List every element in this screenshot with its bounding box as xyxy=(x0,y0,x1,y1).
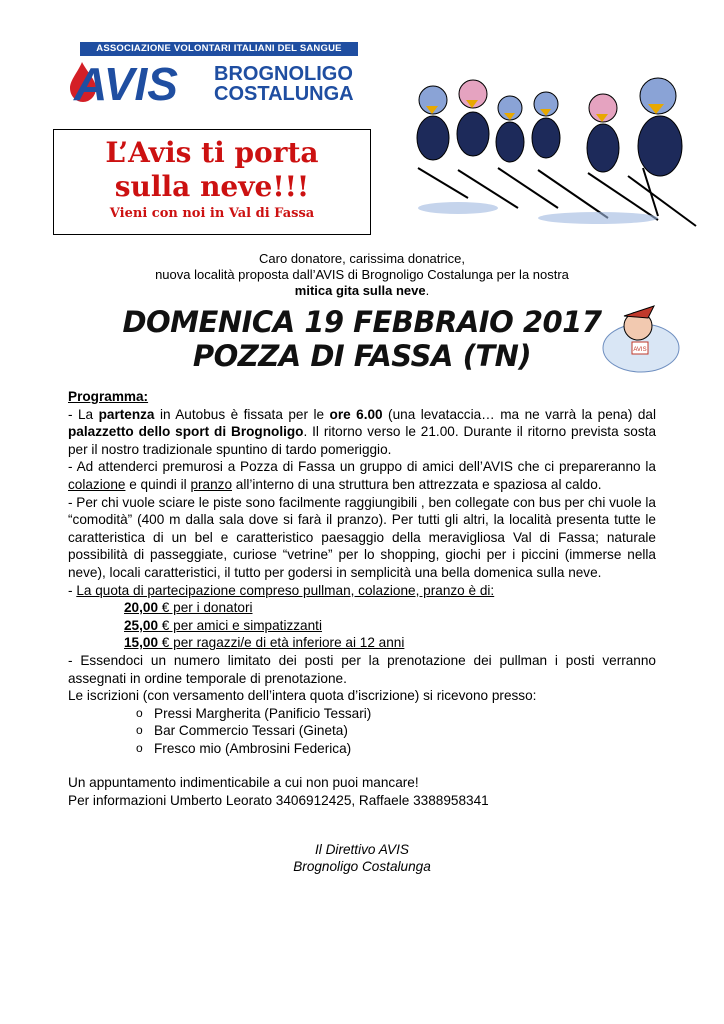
headline-box xyxy=(53,129,371,235)
headline-line1: L’Avis ti porta xyxy=(105,136,319,169)
snowman-illustration xyxy=(596,298,686,378)
list-item: o Pressi Margherita (Panificio Tessari) xyxy=(136,705,656,723)
list-item: o Fresco mio (Ambrosini Federica) xyxy=(136,740,656,758)
program-body xyxy=(68,388,656,810)
price-row: 20,00 € per i donatori xyxy=(124,600,253,616)
avis-logo xyxy=(68,42,358,106)
price-row: 25,00 € per amici e simpatizzanti xyxy=(124,617,322,633)
signature-line2: Brognoligo Costalunga xyxy=(293,859,431,874)
intro-line3-end: . xyxy=(425,283,430,298)
event-date: DOMENICA 19 FEBBRAIO 2017 xyxy=(122,305,602,339)
program-limited-seats: - Essendoci un numero limitato dei posti per la prenotazione dei pullman i posti verranno assegnati in ordine temporale di prenotazione. xyxy=(68,652,656,686)
program-heading: Programma: xyxy=(68,389,149,404)
intro-line2: nuova località proposta dall’AVIS di Brognoligo Costalunga per la nostra xyxy=(155,267,569,282)
program-activities: - Per chi vuole sciare le piste sono facilmente raggiungibili , ben collegate con bus per chi vuole la “comodità” (400 m dalla sala dove si farà il pranzo). Per tutti gli altri, la località presenta tutte le caratteristica di un bel e caratteristico paesaggio della meravigliosa Val di Fassa; naturale possibilità di passeggiate, curiose “vetrine” per lo shopping, giochi per i piccini (immerse nella neve), locali caratteristici, il tutto per godersi in semplicità una bella domenica sulla neve. xyxy=(68,494,656,580)
intro-line3 xyxy=(0,283,724,299)
intro-text xyxy=(0,251,724,299)
skiers-illustration xyxy=(398,58,698,228)
list-item: o Bar Commercio Tessari (Gineta) xyxy=(136,722,656,740)
quota-heading: - La quota di partecipazione compreso pullman, colazione, pranzo è di: xyxy=(68,582,495,598)
intro-line3-bold: mitica gita sulla neve xyxy=(294,283,426,298)
signature-line1: Il Direttivo AVIS xyxy=(315,842,409,857)
logo-band: ASSOCIAZIONE VOLONTARI ITALIANI DEL SANGUE xyxy=(80,42,358,56)
snowman-sign: AVIS xyxy=(633,347,647,353)
avis-mark xyxy=(68,56,208,106)
logo-line2: COSTALUNGA xyxy=(214,83,354,105)
price-row: 15,00 € per ragazzi/e di età inferiore ai 12 anni xyxy=(124,635,405,651)
closing-contacts: Per informazioni Umberto Leorato 3406912425, Raffaele 3388958341 xyxy=(68,793,489,809)
program-meals: - Ad attenderci premurosi a Pozza di Fassa un gruppo di amici dell’AVIS che ci prepareranno la colazione e quindi il pranzo all’interno di una struttura ben attrezzata e spaziosa al caldo. xyxy=(68,459,656,492)
program-departure: - La partenza in Autobus è fissata per le ore 6.00 (una levataccia… ma ne varrà la pena) dal palazzetto dello sport di Brognoligo. Il ritorno verso le 21.00. Durante il ritorno prevista sosta per il nostro tradizionale spuntino di tardo pomeriggio. xyxy=(68,406,657,457)
headline-subtitle: Vieni con noi in Val di Fassa xyxy=(109,206,315,221)
intro-line1: Caro donatore, carissima donatrice, xyxy=(259,251,465,266)
headline-line2: sulla neve!!! xyxy=(114,170,310,203)
signature xyxy=(0,841,724,875)
program-registration: Le iscrizioni (con versamento dell’intera quota d’iscrizione) si ricevono presso: xyxy=(68,688,537,704)
event-place: POZZA DI FASSA (TN) xyxy=(192,339,532,373)
closing-line1: Un appuntamento indimenticabile a cui non puoi mancare! xyxy=(68,775,419,791)
logo-line1: BROGNOLIGO xyxy=(214,63,353,85)
locations-list xyxy=(68,705,656,758)
logo-mark-text: AVIS xyxy=(74,58,178,106)
